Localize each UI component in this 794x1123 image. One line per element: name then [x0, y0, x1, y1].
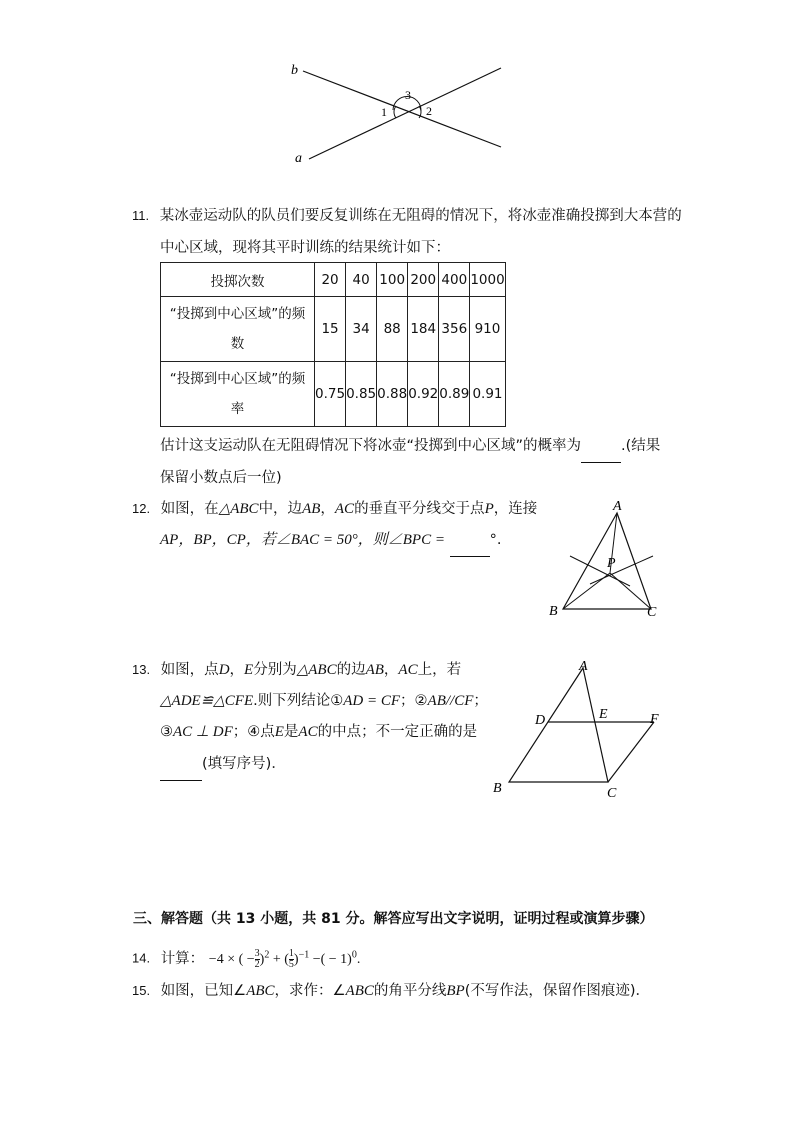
- q13-ac2: AC: [298, 724, 318, 740]
- q14-frac2-num: 1: [288, 947, 294, 959]
- q15-abc2: ABC: [345, 983, 374, 999]
- segment-fc: [608, 722, 654, 782]
- q14-expr-a: −4 × ( −: [208, 951, 255, 967]
- table-cell: 1000: [470, 263, 505, 297]
- q12-line2: [160, 524, 501, 557]
- q14-expr-f: .: [356, 951, 361, 967]
- frequency-label-line1: “投掷到中心区域”的频: [169, 306, 306, 322]
- triangle-congruence-figure: [488, 652, 668, 802]
- perp-bisector-ac: [590, 556, 653, 584]
- table-cell: 15: [315, 297, 346, 362]
- table-cell: 40: [346, 263, 377, 297]
- answer-blank: [450, 524, 490, 557]
- table-cell: 0.89: [439, 362, 470, 427]
- rate-label-line2: 率: [230, 401, 245, 417]
- label-2: 2: [426, 104, 432, 118]
- q13-text-l: 是: [283, 724, 299, 740]
- q13-eq1: AD = CF: [343, 693, 401, 709]
- q13-eq2: AB//CF: [427, 693, 474, 709]
- q14-frac2-den: 5: [288, 958, 294, 970]
- q11-text-1: 某冰壶运动队的队员们要反复训练在无阻碍的情况下，将冰壶准确投掷到大本营的: [159, 208, 682, 224]
- table-cell: 200: [408, 263, 439, 297]
- label-1: 1: [381, 105, 387, 119]
- q13-line3: [160, 716, 477, 748]
- q13-line2: [160, 685, 488, 717]
- q13-text-c: 分别为: [253, 662, 297, 678]
- label-F: F: [650, 712, 659, 727]
- q13-triangle: △ABC: [296, 662, 337, 678]
- q11-after-text: 估计这支运动队在无阻碍情况下将冰壶“投掷到中心区域”的概率为: [160, 438, 582, 454]
- q12-ac: AC: [334, 501, 355, 517]
- q15-text-a: 如图，已知∠: [160, 983, 247, 999]
- q12-text-d: 的垂直平分线交于点: [354, 501, 485, 517]
- table-cell: 0.91: [470, 362, 505, 427]
- frequency-label-line2: 数: [230, 336, 245, 352]
- table-row-frequency: [161, 297, 506, 362]
- table-header-label: 投掷次数: [161, 263, 315, 297]
- q12-line1: [132, 493, 537, 525]
- q13-text-n: (填写序号)．: [202, 756, 286, 772]
- q14-line: [132, 939, 360, 976]
- answer-blank: [160, 748, 202, 781]
- q12-text-c: ，: [320, 501, 335, 517]
- q13-eq3: AC ⊥ DF: [173, 724, 233, 740]
- q12-text-e: ，连接: [493, 501, 538, 517]
- q12-degree: °.: [489, 532, 502, 548]
- q15-number: 15.: [132, 983, 151, 998]
- label-E: E: [599, 707, 608, 722]
- table-cell: 0.88: [377, 362, 408, 427]
- q12-ab: AB: [302, 501, 321, 517]
- q13-e: E: [244, 662, 254, 678]
- q13-text-j: ③: [160, 724, 173, 740]
- line-a: [309, 68, 501, 159]
- q14-number: 14.: [132, 950, 151, 966]
- label-P: P: [607, 556, 616, 571]
- q15-text-d: (不写作法，保留作图痕迹)．: [464, 983, 651, 999]
- table-cell: 184: [408, 297, 439, 362]
- q13-congruence: △ADE≌△CFE: [160, 693, 254, 709]
- q13-line4: [160, 748, 286, 781]
- angle-1-arc: [394, 106, 396, 118]
- q14-expr-e: −( − 1): [309, 951, 352, 967]
- table-cell: 100: [377, 263, 408, 297]
- q13-text-f: 上，若: [417, 662, 462, 678]
- q13-text-g: .则下列结论①: [253, 693, 344, 709]
- q13-e2: E: [274, 724, 284, 740]
- q14-expr-b: ): [259, 951, 265, 967]
- table-cell: 910: [470, 297, 505, 362]
- label-C: C: [647, 605, 657, 620]
- q12-text-a: 如图，在: [160, 501, 219, 517]
- q14-expr-d: ): [293, 951, 299, 967]
- label-b: b: [291, 63, 298, 78]
- table-cell: 88: [377, 297, 408, 362]
- table-cell: 356: [439, 297, 470, 362]
- q13-text-e: ，: [383, 662, 399, 678]
- q11-number: 11.: [132, 208, 150, 223]
- table-row-counts: [161, 263, 506, 297]
- rate-row-label: [161, 362, 315, 427]
- label-B: B: [493, 781, 502, 796]
- label-D: D: [535, 713, 546, 728]
- q11-after-line2: 保留小数点后一位): [160, 470, 282, 486]
- table-cell: 400: [439, 263, 470, 297]
- q13-text-d: 的边: [336, 662, 366, 678]
- q12-p: P: [484, 501, 494, 517]
- label-3: 3: [405, 88, 411, 102]
- q13-d: D: [218, 662, 230, 678]
- q11-line2: 中心区域，现将其平时训练的结果统计如下：: [160, 240, 450, 256]
- q13-number: 13.: [132, 662, 151, 677]
- table-cell: 0.85: [346, 362, 377, 427]
- label-a: a: [295, 151, 302, 166]
- label-A: A: [613, 499, 622, 514]
- frequency-row-label: [161, 297, 315, 362]
- q15-abc: ABC: [246, 983, 275, 999]
- q12-text-b: 中，边: [258, 501, 303, 517]
- q13-text-k: ；④点: [232, 724, 275, 740]
- training-results-table: [160, 262, 506, 427]
- section-heading: 三、解答题（共 13 小题，共 81 分。解答应写出文字说明，证明过程或演算步骤）: [133, 911, 654, 927]
- triangle-abc: [509, 668, 608, 782]
- q14-exp2: −1: [298, 949, 310, 960]
- q13-text-b: ，: [229, 662, 245, 678]
- label-A: A: [579, 659, 588, 674]
- table-cell: 0.75: [315, 362, 346, 427]
- q13-line1: [132, 654, 461, 686]
- q14-exp3: 0: [351, 949, 357, 960]
- q13-text-h: ；②: [400, 693, 428, 709]
- q13-text-m: 的中点；不一定正确的是: [317, 724, 478, 740]
- q11-line1: [132, 200, 682, 232]
- table-row-rate: [161, 362, 506, 427]
- q14-expression: [208, 947, 361, 970]
- q15-text-c: 的角平分线: [373, 983, 447, 999]
- q13-ab: AB: [365, 662, 384, 678]
- q14-label: 计算：: [160, 950, 205, 967]
- q11-after-text-b: .(结果: [621, 438, 661, 454]
- answer-blank: [581, 430, 621, 463]
- q14-frac1-den: 2: [254, 958, 260, 970]
- q13-text-i: ；: [473, 693, 488, 709]
- q15-text-b: ，求作：∠: [274, 983, 346, 999]
- q11-after-line1: [160, 430, 660, 463]
- q14-frac1-num: 3: [254, 947, 260, 959]
- q12-triangle: △ABC: [218, 501, 259, 517]
- q14-expr-c: + (: [269, 951, 289, 967]
- q15-line: [132, 975, 650, 1007]
- q13-ac: AC: [398, 662, 418, 678]
- q12-math-line2: AP，BP，CP，若∠BAC = 50°，则∠BPC =: [160, 532, 445, 548]
- q14-exp1: 2: [264, 949, 270, 960]
- intersecting-lines-figure: [285, 58, 515, 168]
- label-C: C: [607, 786, 617, 801]
- q15-bp: BP: [446, 983, 465, 999]
- table-cell: 0.92: [408, 362, 439, 427]
- q13-text-a: 如图，点: [160, 662, 219, 678]
- label-B: B: [549, 604, 558, 619]
- rate-label-line1: “投掷到中心区域”的频: [169, 371, 306, 387]
- q12-number: 12.: [132, 501, 151, 516]
- table-cell: 20: [315, 263, 346, 297]
- table-cell: 34: [346, 297, 377, 362]
- triangle-abc-bisectors-figure: [540, 496, 670, 626]
